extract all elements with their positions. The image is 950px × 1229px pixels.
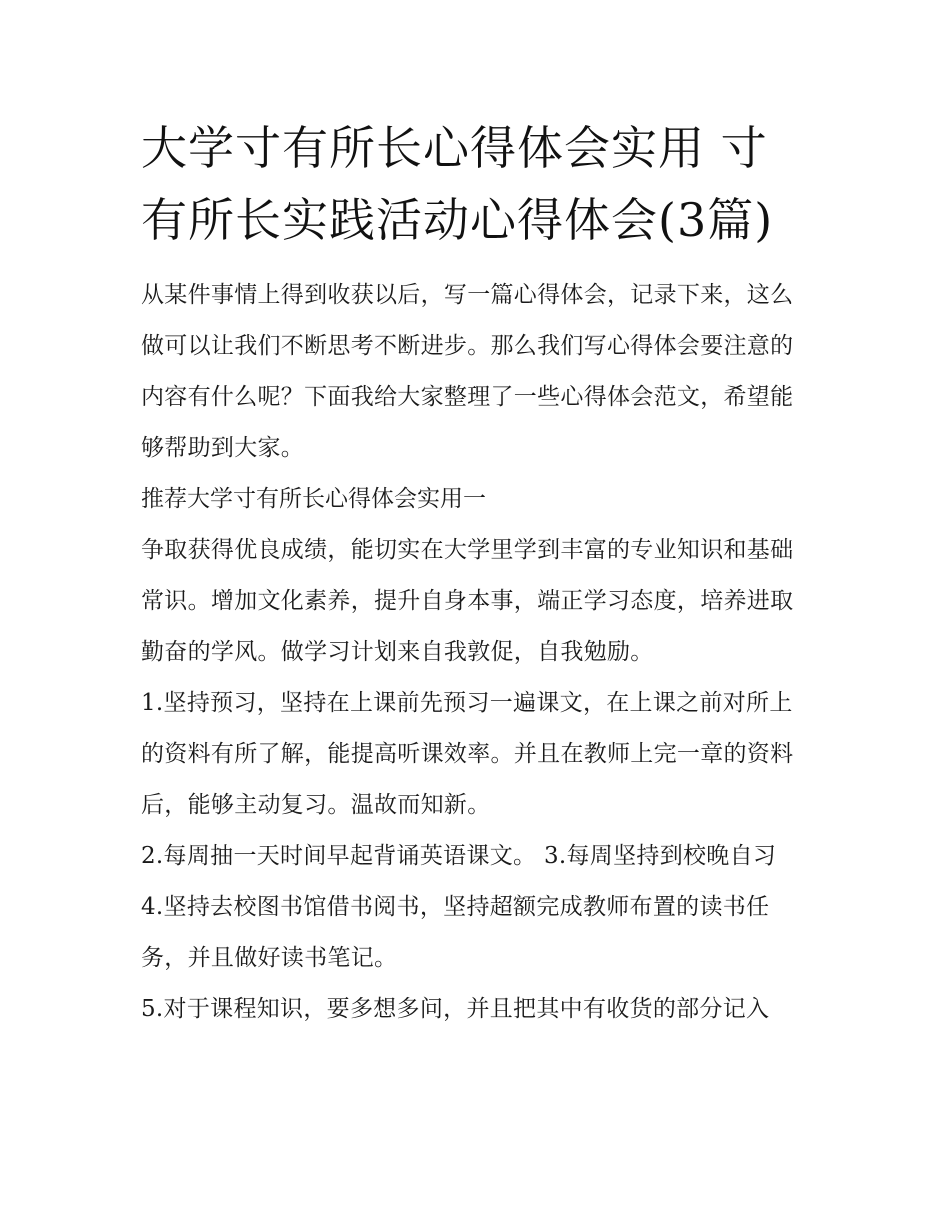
list-item-4: 4.坚持去校图书馆借书阅书，坚持超额完成教师布置的读书任务，并且做好读书笔记。: [141, 894, 770, 971]
section-heading: 推荐大学寸有所长心得体会实用一: [141, 486, 486, 512]
list-item-2-3: 2.每周抽一天时间早起背诵英语课文。 3.每周坚持到校晚自习: [141, 843, 777, 869]
document-content: [141, 112, 813, 1035]
section-paragraph: 争取获得优良成绩，能切实在大学里学到丰富的专业知识和基础常识。增加文化素养，提升自身本事，端正学习态度，培养进取勤奋的学风。做学习计划来自我敦促，自我勉励。: [141, 537, 794, 665]
list-item-5: 5.对于课程知识，要多想多问，并且把其中有收货的部分记入: [141, 996, 770, 1022]
intro-paragraph: 从某件事情上得到收获以后，写一篇心得体会，记录下来，这么做可以让我们不断思考不断进步。那么我们写心得体会要注意的内容有什么呢？下面我给大家整理了一些心得体会范文，希望能够帮助到大家。: [141, 282, 794, 461]
list-item-1: 1.坚持预习，坚持在上课前先预习一遍课文，在上课之前对所上的资料有所了解，能提高听课效率。并且在教师上完一章的资料后，能够主动复习。温故而知新。: [141, 690, 794, 818]
document-title: 大学寸有所长心得体会实用 寸有所长实践活动心得体会(3篇): [141, 121, 774, 247]
